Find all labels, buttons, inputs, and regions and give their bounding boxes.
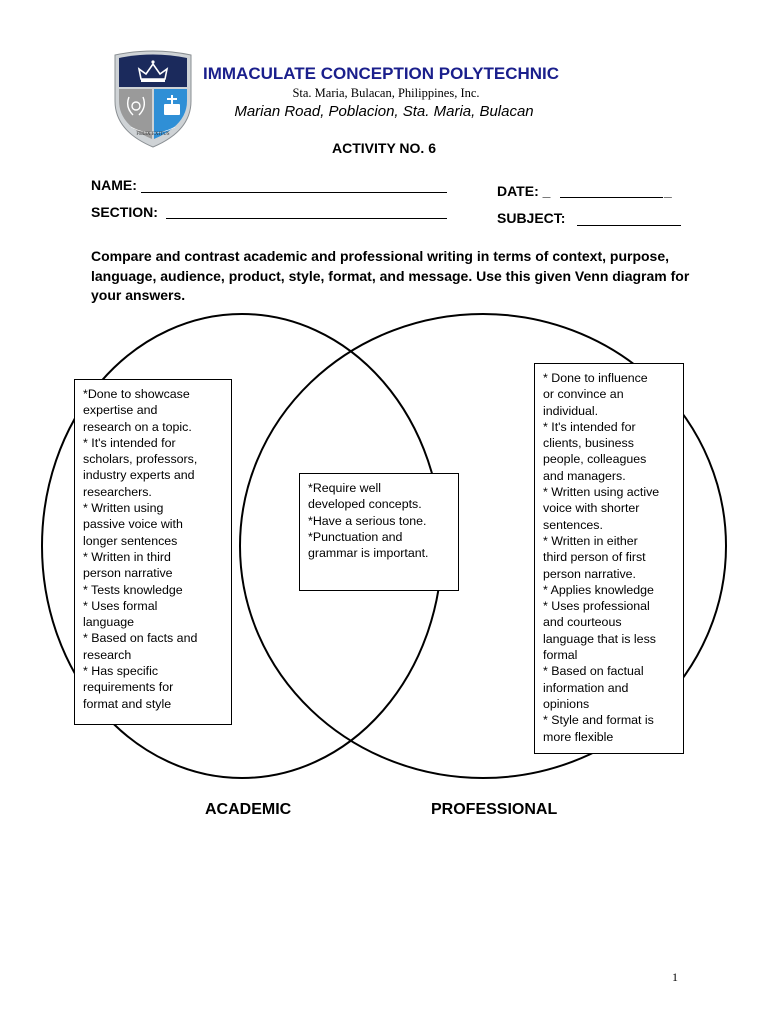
venn-text-line: developed concepts. — [308, 497, 422, 512]
venn-text-line: sentences. — [543, 517, 603, 532]
venn-text-line: * Done to influence — [543, 371, 648, 385]
venn-text-line: and courteous — [543, 615, 622, 630]
venn-text-line: research on a topic. — [83, 419, 192, 434]
instructions-text: Compare and contrast academic and professional writing in terms of context, purpose, language, audience, product, style, format, and message. Use this given Venn diagram for your answers. — [91, 248, 690, 303]
professional-box — [534, 363, 684, 754]
date-tail: _ — [664, 183, 672, 199]
venn-text-line: person narrative. — [543, 566, 636, 581]
venn-text-line: longer sentences — [83, 533, 178, 548]
activity-title: ACTIVITY NO. 6 — [332, 140, 436, 156]
venn-text-line: language — [83, 615, 134, 630]
page-number: 1 — [672, 970, 678, 984]
venn-text-line: requirements for — [83, 680, 174, 695]
venn-text-line: * Tests knowledge — [83, 582, 183, 597]
name-input-line[interactable] — [141, 192, 447, 193]
date-input-line[interactable] — [560, 197, 663, 198]
venn-text-line: * It's intended for — [543, 419, 636, 434]
venn-text-line: * Applies knowledge — [543, 582, 654, 597]
venn-text-line: *Have a serious tone. — [308, 513, 427, 528]
logo-motto: FELIX EXITUS — [136, 132, 170, 137]
venn-text-line: * Written in either — [543, 533, 638, 548]
subject-input-line[interactable] — [577, 225, 681, 226]
venn-text-line: language that is less — [543, 631, 656, 646]
academic-label: ACADEMIC — [205, 801, 292, 818]
venn-text-line: format and style — [83, 696, 172, 711]
venn-text-line: voice with shorter — [543, 501, 640, 516]
section-label: SECTION: — [91, 204, 158, 220]
venn-text-line: information and — [543, 680, 629, 695]
address-line-1: Sta. Maria, Bulacan, Philippines, Inc. — [292, 86, 480, 100]
professional-label: PROFESSIONAL — [431, 801, 558, 818]
venn-text-line: more flexible — [543, 729, 614, 744]
venn-text-line: passive voice with — [83, 517, 183, 532]
academic-box — [74, 379, 232, 725]
venn-text-line: *Require well — [308, 481, 382, 495]
venn-text-line: third person of first — [543, 550, 646, 565]
venn-text-line: * Based on facts and — [83, 631, 198, 646]
venn-text-line: * It's intended for — [83, 435, 176, 450]
common-text — [308, 480, 450, 561]
venn-text-line: people, colleagues — [543, 452, 647, 467]
date-label: DATE: _ — [497, 183, 551, 199]
venn-text-line: research — [83, 647, 132, 662]
venn-text-line: * Written in third — [83, 549, 171, 564]
venn-text-line: * Uses professional — [543, 599, 650, 614]
venn-text-line: formal — [543, 648, 578, 663]
venn-text-line: or convince an — [543, 387, 624, 402]
school-name: IMMACULATE CONCEPTION POLYTECHNIC — [203, 64, 560, 83]
address-line-2: Marian Road, Poblacion, Sta. Maria, Bulacan — [234, 103, 534, 120]
venn-text-line: person narrative — [83, 566, 173, 581]
venn-text-line: * Style and format is — [543, 713, 654, 728]
section-input-line[interactable] — [166, 218, 447, 219]
subject-label: SUBJECT: — [497, 210, 566, 226]
venn-text-line: individual. — [543, 403, 599, 418]
venn-text-line: * Based on factual — [543, 664, 644, 679]
venn-text-line: * Uses formal — [83, 598, 158, 613]
venn-text-line: *Done to showcase — [83, 387, 190, 401]
venn-text-line: scholars, professors, — [83, 452, 198, 467]
professional-text — [543, 370, 675, 745]
common-box — [299, 473, 459, 591]
venn-text-line: industry experts and — [83, 468, 195, 483]
venn-text-line: and managers. — [543, 468, 626, 483]
venn-text-line: * Written using — [83, 501, 164, 516]
venn-text-line: * Has specific — [83, 664, 159, 679]
venn-text-line: expertise and — [83, 403, 158, 418]
venn-text-line: *Punctuation and — [308, 529, 403, 544]
venn-text-line: opinions — [543, 696, 590, 711]
venn-text-line: * Written using active — [543, 485, 660, 500]
academic-text — [83, 386, 223, 712]
venn-text-line: clients, business — [543, 436, 634, 451]
venn-text-line: grammar is important. — [308, 546, 429, 561]
venn-text-line: researchers. — [83, 484, 152, 499]
name-label: NAME: — [91, 177, 137, 193]
